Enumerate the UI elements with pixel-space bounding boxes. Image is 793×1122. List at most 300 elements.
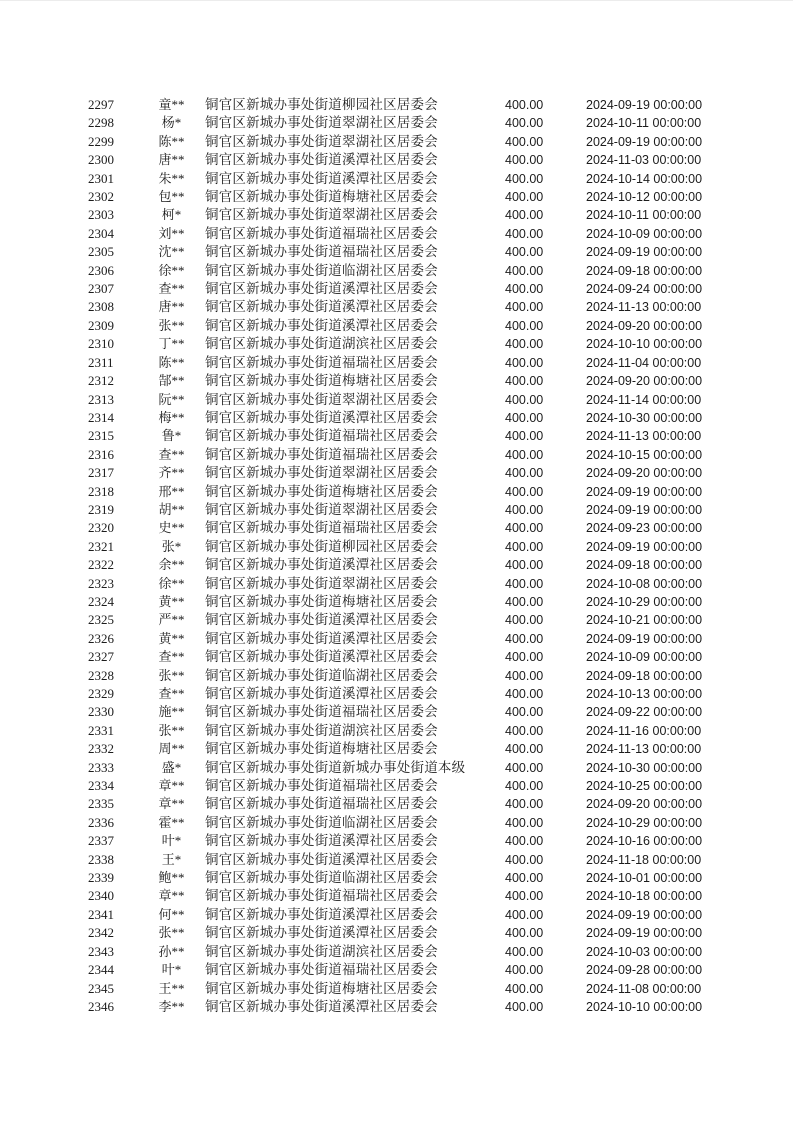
row-number: 2332 [88, 741, 114, 757]
table-row [0, 538, 793, 556]
date-value: 2024-10-21 00:00:00 [586, 613, 703, 628]
amount-value: 400.00 [505, 484, 544, 499]
row-number: 2341 [88, 906, 114, 922]
amount-value: 400.00 [505, 613, 544, 628]
table-row [0, 409, 793, 427]
table-row [0, 630, 793, 648]
organization-name: 铜官区新城办事处街道溪潭社区居委会 [205, 281, 438, 297]
date-value: 2024-11-13 00:00:00 [586, 742, 702, 757]
amount-value: 400.00 [505, 705, 544, 720]
amount-value: 400.00 [505, 116, 544, 131]
person-name: 张** [158, 667, 185, 683]
person-name: 齐** [158, 465, 185, 481]
amount-value: 400.00 [505, 245, 544, 260]
person-name: 查** [158, 686, 185, 701]
row-number: 2329 [88, 686, 114, 701]
row-number: 2313 [88, 391, 114, 407]
organization-name: 铜官区新城办事处街道溪潭社区居委会 [205, 630, 438, 646]
amount-value: 400.00 [505, 374, 544, 389]
person-name: 唐** [158, 299, 185, 315]
person-name: 沈** [158, 244, 185, 260]
date-value: 2024-10-29 00:00:00 [586, 815, 703, 830]
person-name: 张** [158, 925, 185, 941]
date-value: 2024-09-20 00:00:00 [586, 374, 703, 389]
table-row [0, 225, 793, 243]
date-value: 2024-10-10 00:00:00 [586, 999, 703, 1014]
table-row [0, 262, 793, 280]
organization-name: 铜官区新城办事处街道翠湖社区居委会 [205, 133, 438, 149]
date-value: 2024-10-12 00:00:00 [586, 190, 703, 205]
table-row [0, 961, 793, 979]
date-value: 2024-11-13 00:00:00 [586, 300, 702, 315]
person-name: 包** [158, 189, 185, 205]
date-value: 2024-09-22 00:00:00 [586, 705, 703, 720]
row-number: 2299 [88, 133, 114, 149]
amount-value: 400.00 [505, 318, 544, 333]
table-row [0, 851, 793, 869]
table-row [0, 519, 793, 537]
person-name: 查** [158, 281, 185, 297]
row-number: 2343 [88, 943, 114, 959]
person-name: 严** [158, 612, 185, 628]
organization-name: 铜官区新城办事处街道临湖社区居委会 [205, 814, 438, 830]
table-row [0, 722, 793, 740]
table-row [0, 980, 793, 998]
date-value: 2024-11-16 00:00:00 [586, 723, 702, 738]
amount-value: 400.00 [505, 668, 544, 683]
organization-name: 铜官区新城办事处街道福瑞社区居委会 [205, 225, 438, 241]
date-value: 2024-10-03 00:00:00 [586, 944, 703, 959]
organization-name: 铜官区新城办事处街道福瑞社区居委会 [205, 354, 438, 370]
row-number: 2305 [88, 244, 114, 260]
person-name: 童** [158, 97, 185, 112]
date-value: 2024-09-18 00:00:00 [586, 558, 703, 573]
date-value: 2024-11-03 00:00:00 [586, 153, 702, 168]
row-number: 2327 [88, 649, 114, 665]
row-number: 2307 [88, 281, 114, 297]
row-number: 2312 [88, 373, 114, 389]
date-value: 2024-10-10 00:00:00 [586, 337, 703, 352]
organization-name: 铜官区新城办事处街道湖滨社区居委会 [205, 943, 438, 959]
row-number: 2338 [88, 851, 114, 867]
person-name: 李** [158, 998, 185, 1014]
amount-value: 400.00 [505, 650, 544, 665]
date-value: 2024-10-29 00:00:00 [586, 594, 703, 609]
row-number: 2306 [88, 262, 114, 278]
table-row [0, 832, 793, 850]
table-row [0, 648, 793, 666]
organization-name: 铜官区新城办事处街道梅塘社区居委会 [205, 593, 438, 609]
amount-value: 400.00 [505, 779, 544, 794]
person-name: 何** [158, 906, 185, 922]
amount-value: 400.00 [505, 282, 544, 297]
row-number: 2310 [88, 336, 114, 352]
row-number: 2314 [88, 409, 114, 425]
amount-value: 400.00 [505, 963, 544, 978]
date-value: 2024-10-13 00:00:00 [586, 687, 703, 701]
table-row [0, 575, 793, 593]
amount-value: 400.00 [505, 98, 544, 112]
row-number: 2316 [88, 446, 114, 462]
table-row [0, 188, 793, 206]
amount-value: 400.00 [505, 171, 544, 186]
organization-name: 铜官区新城办事处街道梅塘社区居委会 [205, 373, 438, 389]
amount-value: 400.00 [505, 594, 544, 609]
table-row [0, 354, 793, 372]
row-number: 2322 [88, 557, 114, 573]
date-value: 2024-11-04 00:00:00 [586, 355, 702, 370]
table-row [0, 943, 793, 961]
person-name: 章** [158, 796, 185, 812]
organization-name: 铜官区新城办事处街道翠湖社区居委会 [205, 207, 438, 223]
organization-name: 铜官区新城办事处街道溪潭社区居委会 [205, 612, 438, 628]
row-number: 2317 [88, 465, 114, 481]
organization-name: 铜官区新城办事处街道翠湖社区居委会 [205, 575, 438, 591]
person-name: 霍** [158, 814, 185, 830]
table-row [0, 372, 793, 390]
person-name: 柯* [161, 207, 182, 223]
amount-value: 400.00 [505, 502, 544, 517]
table-row [0, 317, 793, 335]
date-value: 2024-09-18 00:00:00 [586, 263, 703, 278]
amount-value: 400.00 [505, 999, 544, 1014]
organization-name: 铜官区新城办事处街道翠湖社区居委会 [205, 115, 438, 131]
person-name: 阮** [158, 391, 185, 407]
organization-name: 铜官区新城办事处街道溪潭社区居委会 [205, 998, 438, 1014]
date-value: 2024-10-11 00:00:00 [586, 208, 702, 223]
organization-name: 铜官区新城办事处街道溪潭社区居委会 [205, 906, 438, 922]
person-name: 张* [161, 538, 182, 554]
row-number: 2340 [88, 888, 114, 904]
amount-value: 400.00 [505, 447, 544, 462]
row-number: 2298 [88, 115, 114, 131]
amount-value: 400.00 [505, 208, 544, 223]
date-value: 2024-09-20 00:00:00 [586, 466, 703, 481]
person-name: 郜** [158, 373, 185, 389]
organization-name: 铜官区新城办事处街道柳园社区居委会 [205, 97, 438, 112]
person-name: 盛* [161, 759, 182, 775]
organization-name: 铜官区新城办事处街道临湖社区居委会 [205, 667, 438, 683]
organization-name: 铜官区新城办事处街道福瑞社区居委会 [205, 796, 438, 812]
table-row [0, 391, 793, 409]
table-row [0, 593, 793, 611]
row-number: 2321 [88, 538, 114, 554]
row-number: 2303 [88, 207, 114, 223]
organization-name: 铜官区新城办事处街道翠湖社区居委会 [205, 391, 438, 407]
organization-name: 铜官区新城办事处街道福瑞社区居委会 [205, 778, 438, 794]
date-value: 2024-10-15 00:00:00 [586, 447, 703, 462]
organization-name: 铜官区新城办事处街道湖滨社区居委会 [205, 722, 438, 738]
amount-value: 400.00 [505, 300, 544, 315]
amount-value: 400.00 [505, 687, 544, 701]
person-name: 徐** [158, 262, 185, 278]
row-number: 2333 [88, 759, 114, 775]
person-name: 丁** [158, 336, 185, 352]
table-row [0, 667, 793, 685]
date-value: 2024-09-28 00:00:00 [586, 963, 703, 978]
date-value: 2024-10-14 00:00:00 [586, 171, 703, 186]
amount-value: 400.00 [505, 410, 544, 425]
organization-name: 铜官区新城办事处街道梅塘社区居委会 [205, 741, 438, 757]
table-row [0, 814, 793, 832]
table-row [0, 740, 793, 758]
date-value: 2024-11-08 00:00:00 [586, 981, 702, 996]
person-name: 张** [158, 317, 185, 333]
organization-name: 铜官区新城办事处街道溪潭社区居委会 [205, 557, 438, 573]
date-value: 2024-10-08 00:00:00 [586, 576, 703, 591]
organization-name: 铜官区新城办事处街道梅塘社区居委会 [205, 483, 438, 499]
person-name: 章** [158, 888, 185, 904]
person-name: 章** [158, 778, 185, 794]
date-value: 2024-09-19 00:00:00 [586, 907, 703, 922]
table-row [0, 703, 793, 721]
row-number: 2345 [88, 980, 114, 996]
amount-value: 400.00 [505, 834, 544, 849]
amount-value: 400.00 [505, 926, 544, 941]
amount-value: 400.00 [505, 852, 544, 867]
organization-name: 铜官区新城办事处街道福瑞社区居委会 [205, 244, 438, 260]
person-name: 鲁* [161, 428, 182, 444]
organization-name: 铜官区新城办事处街道福瑞社区居委会 [205, 962, 438, 978]
organization-name: 铜官区新城办事处街道福瑞社区居委会 [205, 888, 438, 904]
amount-value: 400.00 [505, 815, 544, 830]
date-value: 2024-09-23 00:00:00 [586, 521, 703, 536]
table-row [0, 924, 793, 942]
date-value: 2024-10-01 00:00:00 [586, 871, 703, 886]
row-number: 2324 [88, 593, 114, 609]
date-value: 2024-09-19 00:00:00 [586, 484, 703, 499]
date-value: 2024-10-30 00:00:00 [586, 410, 703, 425]
organization-name: 铜官区新城办事处街道溪潭社区居委会 [205, 925, 438, 941]
person-name: 黄** [158, 630, 185, 646]
amount-value: 400.00 [505, 392, 544, 407]
date-value: 2024-10-25 00:00:00 [586, 779, 703, 794]
table-row [0, 114, 793, 132]
organization-name: 铜官区新城办事处街道福瑞社区居委会 [205, 704, 438, 720]
date-value: 2024-11-18 00:00:00 [586, 852, 702, 867]
amount-value: 400.00 [505, 760, 544, 775]
date-value: 2024-10-09 00:00:00 [586, 650, 703, 665]
row-number: 2323 [88, 575, 114, 591]
organization-name: 铜官区新城办事处街道福瑞社区居委会 [205, 446, 438, 462]
table-row [0, 96, 793, 114]
row-number: 2318 [88, 483, 114, 499]
organization-name: 铜官区新城办事处街道临湖社区居委会 [205, 870, 438, 886]
amount-value: 400.00 [505, 576, 544, 591]
date-value: 2024-09-20 00:00:00 [586, 797, 703, 812]
date-value: 2024-10-18 00:00:00 [586, 889, 703, 904]
table-row [0, 611, 793, 629]
row-number: 2320 [88, 520, 114, 536]
date-value: 2024-11-13 00:00:00 [586, 429, 702, 444]
row-number: 2339 [88, 870, 114, 886]
row-number: 2328 [88, 667, 114, 683]
person-name: 叶* [161, 962, 182, 978]
row-number: 2334 [88, 778, 114, 794]
amount-value: 400.00 [505, 558, 544, 573]
person-name: 徐** [158, 575, 185, 591]
person-name: 黄** [158, 593, 185, 609]
person-name: 张** [158, 722, 185, 738]
person-name: 施** [158, 704, 185, 720]
person-name: 叶* [161, 833, 182, 849]
person-name: 查** [158, 649, 185, 665]
table-row [0, 298, 793, 316]
amount-value: 400.00 [505, 907, 544, 922]
organization-name: 铜官区新城办事处街道临湖社区居委会 [205, 262, 438, 278]
organization-name: 铜官区新城办事处街道梅塘社区居委会 [205, 980, 438, 996]
table-row [0, 243, 793, 261]
person-name: 余** [158, 557, 185, 573]
amount-value: 400.00 [505, 723, 544, 738]
organization-name: 铜官区新城办事处街道梅塘社区居委会 [205, 189, 438, 205]
date-value: 2024-09-19 00:00:00 [586, 245, 703, 260]
date-value: 2024-10-09 00:00:00 [586, 226, 703, 241]
amount-value: 400.00 [505, 190, 544, 205]
person-name: 杨* [161, 115, 182, 131]
organization-name: 铜官区新城办事处街道溪潭社区居委会 [205, 686, 438, 701]
row-number: 2337 [88, 833, 114, 849]
amount-value: 400.00 [505, 981, 544, 996]
date-value: 2024-10-16 00:00:00 [586, 834, 703, 849]
row-number: 2326 [88, 630, 114, 646]
person-name: 查** [158, 446, 185, 462]
table-row [0, 685, 793, 703]
row-number: 2344 [88, 962, 114, 978]
table-row [0, 887, 793, 905]
organization-name: 铜官区新城办事处街道溪潭社区居委会 [205, 649, 438, 665]
date-value: 2024-09-19 00:00:00 [586, 631, 703, 646]
amount-value: 400.00 [505, 521, 544, 536]
organization-name: 铜官区新城办事处街道溪潭社区居委会 [205, 409, 438, 425]
organization-name: 铜官区新城办事处街道翠湖社区居委会 [205, 465, 438, 481]
table-row [0, 170, 793, 188]
row-number: 2308 [88, 299, 114, 315]
person-name: 朱** [158, 170, 185, 186]
organization-name: 铜官区新城办事处街道溪潭社区居委会 [205, 851, 438, 867]
date-value: 2024-09-19 00:00:00 [586, 98, 703, 112]
row-number: 2342 [88, 925, 114, 941]
person-name: 王* [161, 851, 182, 867]
person-name: 陈** [158, 354, 185, 370]
table-row [0, 906, 793, 924]
table-row [0, 446, 793, 464]
table-row [0, 206, 793, 224]
organization-name: 铜官区新城办事处街道翠湖社区居委会 [205, 501, 438, 517]
table-row [0, 483, 793, 501]
row-number: 2335 [88, 796, 114, 812]
row-number: 2297 [88, 97, 114, 112]
amount-value: 400.00 [505, 871, 544, 886]
table-row [0, 464, 793, 482]
row-number: 2309 [88, 317, 114, 333]
organization-name: 铜官区新城办事处街道溪潭社区居委会 [205, 152, 438, 168]
date-value: 2024-09-19 00:00:00 [586, 539, 703, 554]
person-name: 周** [158, 741, 185, 757]
person-name: 梅** [158, 409, 185, 425]
date-value: 2024-10-11 00:00:00 [586, 116, 702, 131]
row-number: 2315 [88, 428, 114, 444]
date-value: 2024-09-18 00:00:00 [586, 668, 703, 683]
row-number: 2302 [88, 189, 114, 205]
row-number: 2330 [88, 704, 114, 720]
amount-value: 400.00 [505, 226, 544, 241]
organization-name: 铜官区新城办事处街道溪潭社区居委会 [205, 170, 438, 186]
date-value: 2024-10-30 00:00:00 [586, 760, 703, 775]
row-number: 2301 [88, 170, 114, 186]
person-name: 鲍** [158, 870, 185, 886]
row-number: 2319 [88, 501, 114, 517]
organization-name: 铜官区新城办事处街道福瑞社区居委会 [205, 520, 438, 536]
amount-value: 400.00 [505, 742, 544, 757]
table-row [0, 795, 793, 813]
table-row [0, 501, 793, 519]
organization-name: 铜官区新城办事处街道溪潭社区居委会 [205, 299, 438, 315]
person-name: 唐** [158, 152, 185, 168]
records-table [0, 96, 793, 1016]
table-row [0, 133, 793, 151]
table-row [0, 759, 793, 777]
person-name: 王** [158, 980, 185, 996]
table-row [0, 335, 793, 353]
amount-value: 400.00 [505, 134, 544, 149]
row-number: 2331 [88, 722, 114, 738]
table-row [0, 427, 793, 445]
amount-value: 400.00 [505, 466, 544, 481]
amount-value: 400.00 [505, 429, 544, 444]
person-name: 刘** [158, 225, 185, 241]
row-number: 2304 [88, 225, 114, 241]
organization-name: 铜官区新城办事处街道溪潭社区居委会 [205, 317, 438, 333]
amount-value: 400.00 [505, 944, 544, 959]
amount-value: 400.00 [505, 539, 544, 554]
amount-value: 400.00 [505, 797, 544, 812]
amount-value: 400.00 [505, 631, 544, 646]
table-row [0, 280, 793, 298]
row-number: 2336 [88, 814, 114, 830]
person-name: 陈** [158, 133, 185, 149]
row-number: 2311 [88, 354, 114, 370]
row-number: 2346 [88, 998, 114, 1014]
amount-value: 400.00 [505, 153, 544, 168]
row-number: 2325 [88, 612, 114, 628]
date-value: 2024-09-24 00:00:00 [586, 282, 703, 297]
amount-value: 400.00 [505, 355, 544, 370]
organization-name: 铜官区新城办事处街道溪潭社区居委会 [205, 833, 438, 849]
table-row [0, 777, 793, 795]
row-number: 2300 [88, 152, 114, 168]
organization-name: 铜官区新城办事处街道福瑞社区居委会 [205, 428, 438, 444]
amount-value: 400.00 [505, 889, 544, 904]
date-value: 2024-09-19 00:00:00 [586, 134, 703, 149]
person-name: 史** [158, 520, 185, 536]
date-value: 2024-09-19 00:00:00 [586, 926, 703, 941]
date-value: 2024-09-20 00:00:00 [586, 318, 703, 333]
organization-name: 铜官区新城办事处街道柳园社区居委会 [205, 538, 438, 554]
table-row [0, 556, 793, 574]
organization-name: 铜官区新城办事处街道湖滨社区居委会 [205, 336, 438, 352]
amount-value: 400.00 [505, 337, 544, 352]
person-name: 孙** [158, 943, 185, 959]
organization-name: 铜官区新城办事处街道新城办事处街道本级 [205, 759, 466, 775]
person-name: 邢** [158, 483, 185, 499]
date-value: 2024-09-19 00:00:00 [586, 502, 703, 517]
date-value: 2024-11-14 00:00:00 [586, 392, 702, 407]
person-name: 胡** [158, 501, 185, 517]
amount-value: 400.00 [505, 263, 544, 278]
table-row [0, 998, 793, 1016]
table-row [0, 869, 793, 887]
